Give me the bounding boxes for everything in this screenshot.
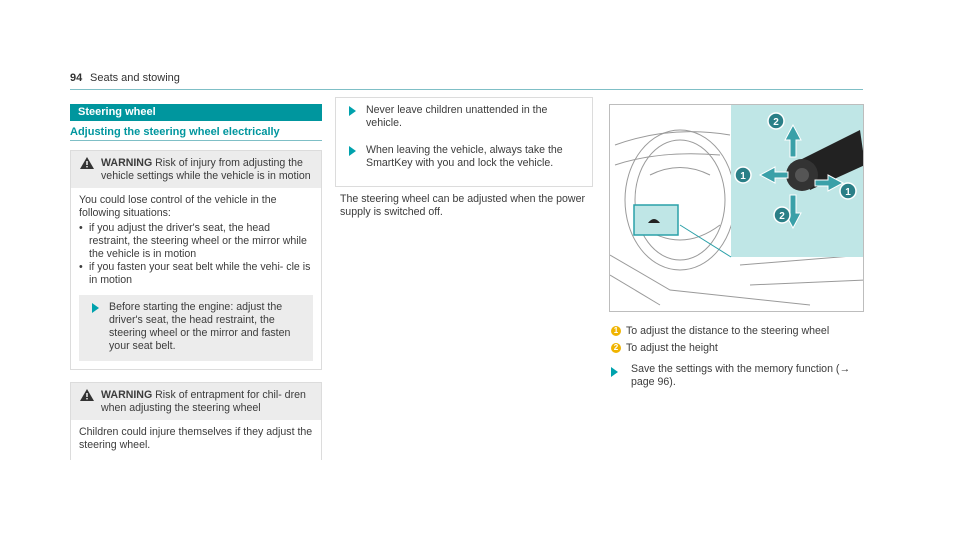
- warning-text: Children could injure themselves if they adjust the steering wheel.: [79, 426, 313, 451]
- action-step: [611, 363, 866, 389]
- action-arrow-icon: [92, 303, 99, 313]
- section-title: Steering wheel: [70, 104, 322, 121]
- callout-2-top: 2: [773, 117, 779, 128]
- subtitle-rule: [70, 140, 322, 141]
- action-arrow-icon: [349, 106, 356, 116]
- warning-header: [71, 383, 321, 420]
- legend-item: [611, 325, 866, 338]
- warning-icon: [80, 389, 94, 405]
- callout-1-right: 1: [845, 187, 851, 198]
- action-step: [336, 98, 592, 138]
- warning-continuation-box: [335, 97, 593, 187]
- warning-headline: Risk of entrapment for chil- dren when adjusting the steering wheel: [101, 389, 306, 414]
- warning-label: WARNING: [101, 389, 153, 401]
- page-number: 94: [70, 72, 83, 84]
- action-arrow-icon: [349, 146, 356, 156]
- section-subtitle: Adjusting the steering wheel electrically: [70, 126, 280, 138]
- header-rule: [70, 89, 863, 90]
- bullet-item: • if you adjust the driver's seat, the head restraint, the steering wheel or the mirror while the vehicle is in motion: [79, 222, 313, 261]
- legend-text: To adjust the height: [626, 342, 718, 354]
- body-paragraph: The steering wheel can be adjusted when the power supply is switched off.: [340, 193, 585, 218]
- action-text: Never leave children unattended in the vehicle.: [366, 104, 548, 129]
- legend-number-badge: 1: [611, 326, 621, 336]
- action-text: Before starting the engine: adjust the driver's seat, the head restraint, the steering wheel or the mirror and fasten your seat belt.: [109, 301, 291, 352]
- legend-item: [611, 342, 866, 355]
- warning-header: [71, 151, 321, 188]
- action-step: [336, 138, 592, 178]
- section-name: Seats and stowing: [90, 72, 180, 84]
- action-text: Save the settings with the memory function (→ page 96).: [631, 363, 851, 388]
- action-step: [79, 295, 313, 361]
- warning-body: [71, 188, 321, 369]
- warning-box-entrapment: [70, 382, 322, 460]
- figure-legend: [611, 325, 866, 359]
- callout-2-bottom: 2: [779, 211, 785, 222]
- warning-bullets: [79, 222, 313, 287]
- warning-icon: [80, 157, 94, 173]
- legend-number-badge: 2: [611, 343, 621, 353]
- action-text: When leaving the vehicle, always take the SmartKey with you and lock the vehicle.: [366, 144, 563, 169]
- warning-headline: Risk of injury from adjusting the vehicle settings while the vehicle is in motion: [101, 157, 311, 182]
- callout-1-left: 1: [740, 171, 746, 182]
- bullet-item: • if you fasten your seat belt while the vehi- cle is in motion: [79, 261, 313, 287]
- steering-wheel-figure: [609, 104, 864, 312]
- warning-box-injury: [70, 150, 322, 370]
- warning-text: You could lose control of the vehicle in the following situations:: [79, 194, 277, 219]
- legend-text: To adjust the distance to the steering wheel: [626, 325, 830, 337]
- warning-label: WARNING: [101, 157, 153, 169]
- action-arrow-icon: [611, 367, 618, 377]
- warning-body: [71, 420, 321, 460]
